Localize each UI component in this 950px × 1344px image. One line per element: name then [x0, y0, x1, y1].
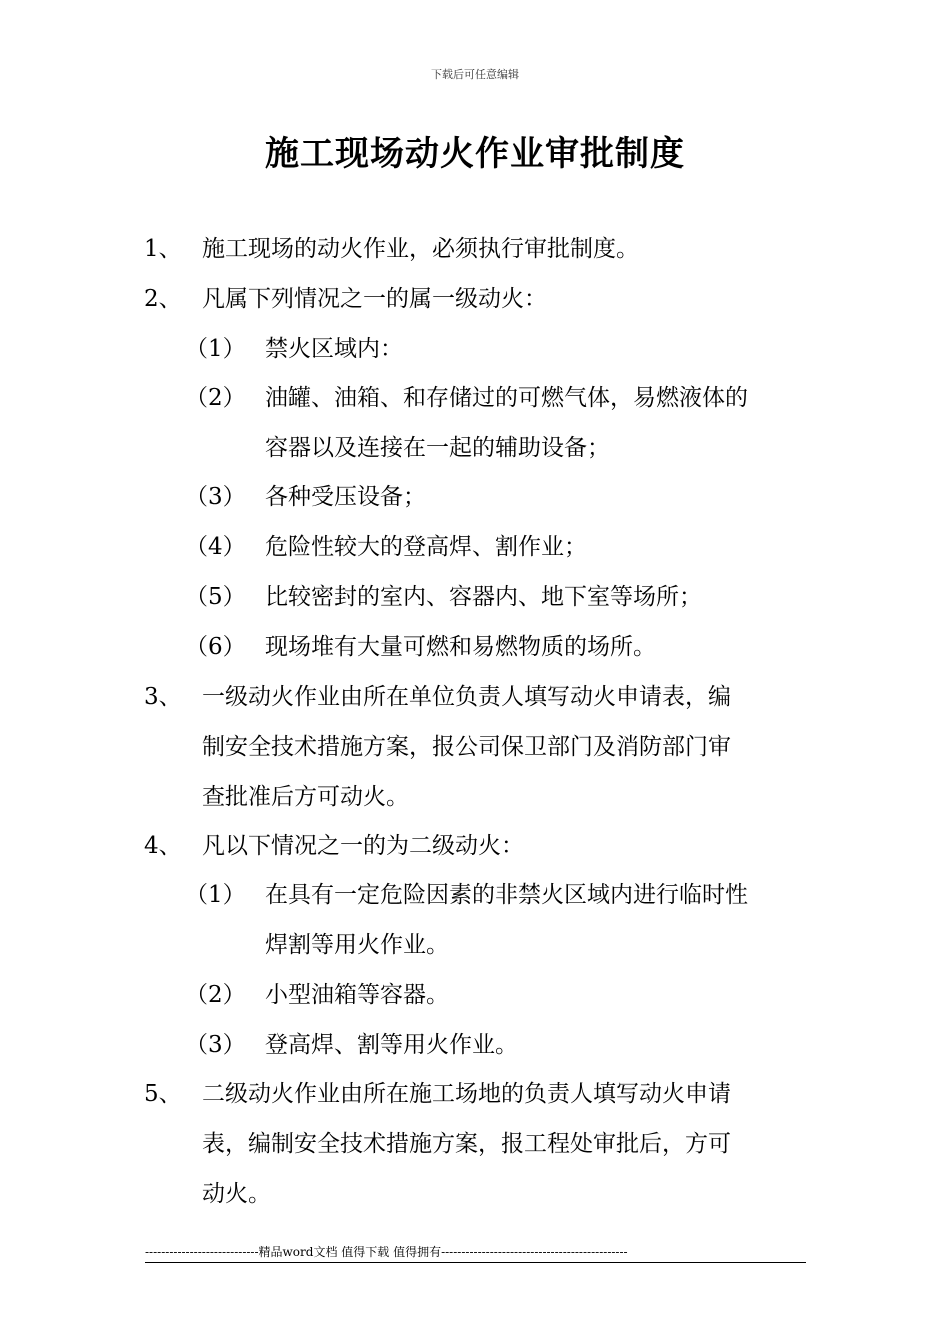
item-2-2-text: 油罐、油箱、和存储过的可燃气体，易燃液体的 [265, 385, 748, 411]
item-2-3-number: （3） [185, 484, 246, 510]
item-2-5-number: （5） [185, 584, 246, 610]
item-4-3-number: （3） [185, 1032, 246, 1058]
item-5-number: 5、 [144, 1081, 182, 1107]
item-4-3-text: 登高焊、割等用火作业。 [265, 1032, 518, 1058]
item-4-1-text: 在具有一定危险因素的非禁火区域内进行临时性 [265, 882, 748, 908]
footer-note: ----------------------------精品word文档 值得下载 值得拥有---------------------------------------------- [145, 1245, 628, 1259]
item-2-2-number: （2） [185, 385, 246, 411]
item-5-text-cont-2: 动火。 [202, 1181, 271, 1207]
item-1-text: 施工现场的动火作业，必须执行审批制度。 [202, 236, 639, 262]
item-2-2-text-cont: 容器以及连接在一起的辅助设备； [265, 435, 610, 461]
item-2-5-text: 比较密封的室内、容器内、地下室等场所； [265, 584, 702, 610]
item-2-4-text: 危险性较大的登高焊、割作业； [265, 534, 587, 560]
item-4-1-text-cont: 焊割等用火作业。 [265, 932, 449, 958]
item-2-text: 凡属下列情况之一的属一级动火： [202, 286, 547, 312]
item-3-text: 一级动火作业由所在单位负责人填写动火申请表，编 [202, 684, 731, 710]
item-5-text: 二级动火作业由所在施工场地的负责人填写动火申请 [202, 1081, 731, 1107]
item-4-number: 4、 [144, 833, 182, 859]
item-3-text-cont-1: 制安全技术措施方案，报公司保卫部门及消防部门审 [202, 734, 731, 760]
item-2-6-number: （6） [185, 634, 246, 660]
item-4-2-text: 小型油箱等容器。 [265, 982, 449, 1008]
item-2-4-number: （4） [185, 534, 246, 560]
document-title: 施工现场动火作业审批制度 [265, 134, 685, 174]
item-2-number: 2、 [144, 286, 182, 312]
item-2-1-text: 禁火区域内： [265, 336, 403, 362]
item-3-number: 3、 [144, 684, 182, 710]
item-2-3-text: 各种受压设备； [265, 484, 426, 510]
item-2-1-number: （1） [185, 336, 246, 362]
item-1-number: 1、 [144, 236, 182, 262]
header-note: 下载后可任意编辑 [431, 68, 519, 81]
item-5-text-cont-1: 表，编制安全技术措施方案，报工程处审批后，方可 [202, 1131, 731, 1157]
item-3-text-cont-2: 查批准后方可动火。 [202, 784, 409, 810]
item-4-text: 凡以下情况之一的为二级动火： [202, 833, 524, 859]
footer-divider [145, 1262, 806, 1263]
item-2-6-text: 现场堆有大量可燃和易燃物质的场所。 [265, 634, 656, 660]
item-4-1-number: （1） [185, 882, 246, 908]
item-4-2-number: （2） [185, 982, 246, 1008]
